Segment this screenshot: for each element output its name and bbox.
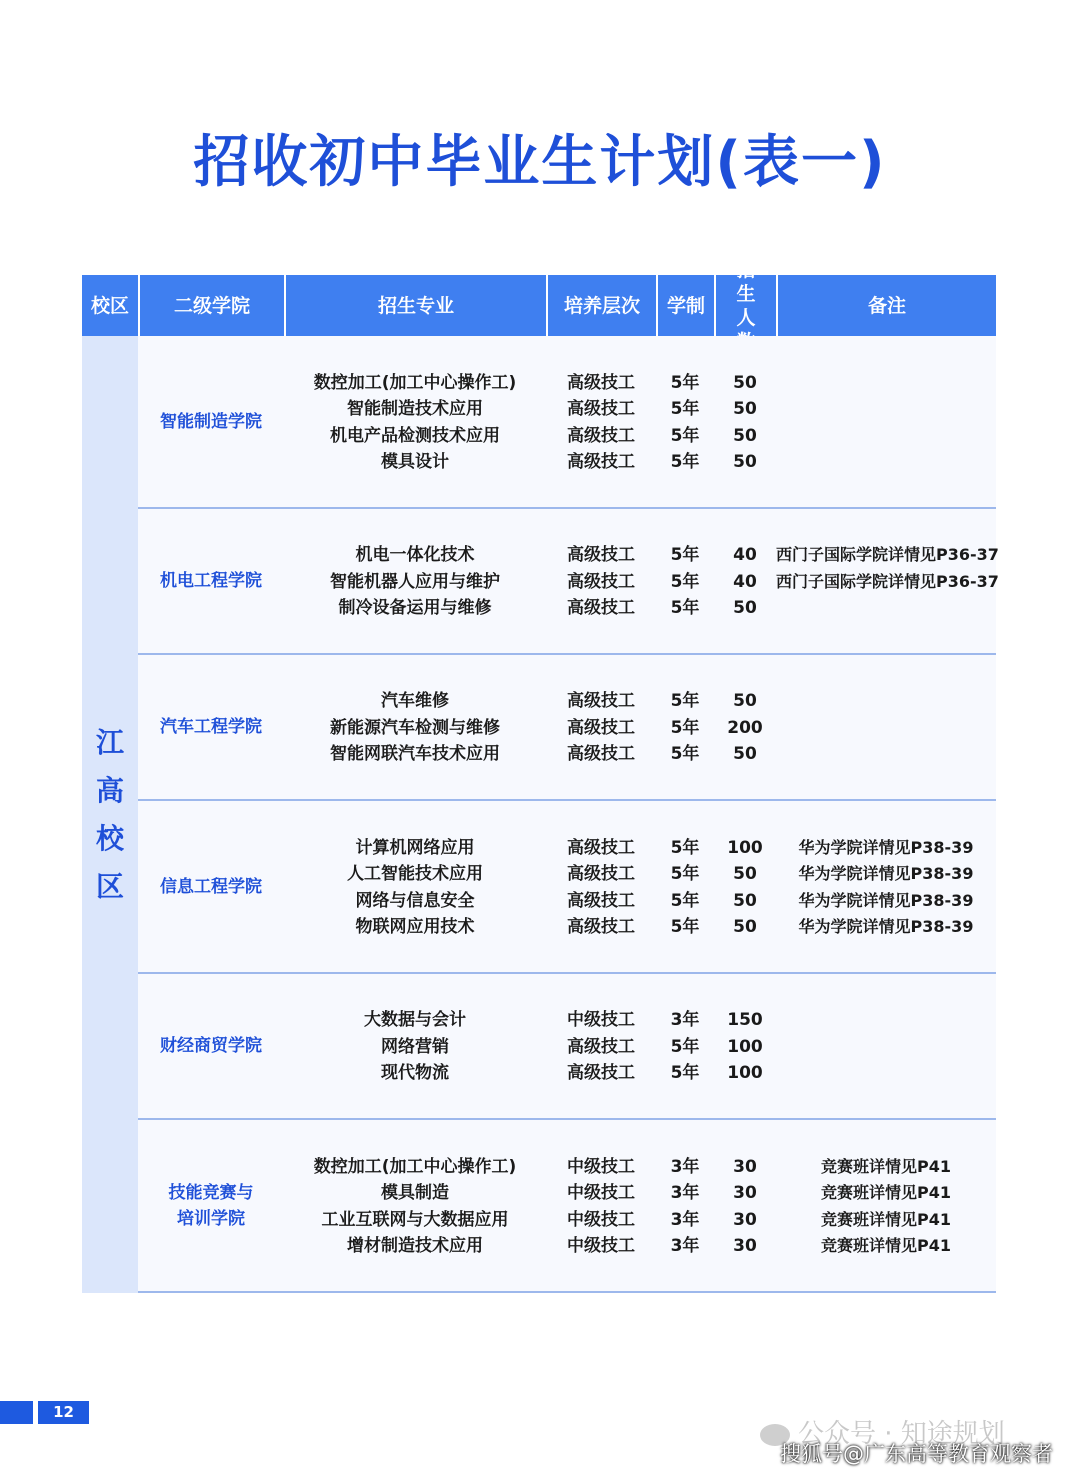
major-cell: 制冷设备运用与维修 <box>338 598 492 619</box>
years-cell: 5年 <box>670 571 700 592</box>
major-rows <box>284 370 996 476</box>
count-cell: 50 <box>733 744 757 765</box>
header-campus: 校区 <box>90 294 129 317</box>
table-row <box>284 569 999 596</box>
count-cell: 100 <box>727 1063 763 1084</box>
table-row <box>284 370 996 397</box>
years-cell: 3年 <box>670 1183 700 1203</box>
footer-accent-bar <box>0 1401 33 1424</box>
level-cell: 高级技工 <box>567 717 635 738</box>
count-cell: 30 <box>733 1209 757 1230</box>
table-row <box>284 542 999 569</box>
major-cell: 智能网联汽车技术应用 <box>330 744 500 765</box>
count-cell: 40 <box>733 571 757 592</box>
level-cell: 高级技工 <box>567 917 635 937</box>
major-cell: 机电产品检测技术应用 <box>330 425 500 446</box>
major-cell: 数控加工(加工中心操作工) <box>313 1156 517 1177</box>
note-cell: 竞赛班详情见P41 <box>821 1183 951 1202</box>
table-row <box>284 861 996 888</box>
years-cell: 5年 <box>670 1036 700 1057</box>
table-row <box>284 1207 996 1234</box>
major-rows <box>284 835 996 941</box>
college-name: 财经商贸学院 <box>160 1036 262 1056</box>
campus-cell <box>82 336 138 1293</box>
major-cell: 增材制造技术应用 <box>347 1236 483 1256</box>
level-cell: 中级技工 <box>567 1010 635 1031</box>
years-cell: 3年 <box>670 1236 700 1256</box>
note-cell: 华为学院详情见P38-39 <box>798 917 974 936</box>
campus-name: 江高校区 <box>95 725 124 903</box>
major-cell: 网络与信息安全 <box>355 890 475 911</box>
table-row <box>284 688 996 715</box>
enrollment-table <box>82 258 999 1295</box>
major-rows <box>284 542 999 622</box>
table-row <box>284 1034 996 1061</box>
header-years: 学制 <box>656 275 714 336</box>
years-cell: 5年 <box>670 691 700 712</box>
page-title: 招收初中毕业生计划(表一) <box>193 130 887 195</box>
level-cell: 中级技工 <box>567 1209 635 1230</box>
college-group <box>138 336 996 509</box>
count-cell: 50 <box>733 864 757 884</box>
years-cell: 5年 <box>670 837 700 858</box>
page-number: 12 <box>38 1401 89 1424</box>
level-cell: 高级技工 <box>567 598 635 619</box>
table-row <box>284 741 996 768</box>
header-note: 备注 <box>776 275 996 336</box>
level-cell: 中级技工 <box>567 1236 635 1256</box>
major-cell: 物联网应用技术 <box>355 917 475 937</box>
college-group <box>138 801 996 974</box>
level-cell: 高级技工 <box>567 372 635 393</box>
count-cell: 200 <box>727 717 763 738</box>
major-rows <box>284 688 996 768</box>
years-cell: 5年 <box>670 864 700 884</box>
years-cell: 3年 <box>670 1010 700 1031</box>
count-cell: 150 <box>727 1010 763 1031</box>
count-cell: 50 <box>733 452 757 472</box>
count-cell: 30 <box>733 1236 757 1256</box>
count-cell: 50 <box>733 425 757 446</box>
count-cell: 40 <box>733 545 757 566</box>
years-cell: 5年 <box>670 545 700 566</box>
college-group <box>138 655 996 801</box>
level-cell: 高级技工 <box>567 864 635 884</box>
level-cell: 高级技工 <box>567 545 635 566</box>
level-cell: 高级技工 <box>567 1063 635 1084</box>
table-row <box>284 449 996 476</box>
count-cell: 50 <box>733 917 757 937</box>
major-cell: 模具设计 <box>381 452 449 472</box>
header-count: 招生人 <box>714 275 776 336</box>
level-cell: 高级技工 <box>567 890 635 911</box>
header-level: 培养层次 <box>546 275 656 336</box>
years-cell: 5年 <box>670 372 700 393</box>
years-cell: 5年 <box>670 744 700 765</box>
major-cell: 新能源汽车检测与维修 <box>330 717 500 738</box>
header-college: 二级学院 <box>138 275 284 336</box>
table-row <box>284 1233 996 1260</box>
college-name: 汽车工程学院 <box>160 717 262 737</box>
table-row <box>284 1060 996 1087</box>
major-cell: 模具制造 <box>381 1183 449 1203</box>
major-cell: 汽车维修 <box>381 691 449 712</box>
years-cell: 5年 <box>670 917 700 937</box>
note-cell: 竞赛班详情见P41 <box>821 1236 951 1255</box>
major-rows <box>284 1154 996 1260</box>
count-cell: 50 <box>733 691 757 712</box>
watermark-top-text: 公众号 · 知途规划 <box>798 1419 1005 1449</box>
major-cell: 数控加工(加工中心操作工) <box>313 372 517 393</box>
note-cell: 华为学院详情见P38-39 <box>798 890 974 910</box>
count-cell: 100 <box>727 837 763 858</box>
count-cell: 50 <box>733 399 757 419</box>
major-cell: 智能制造技术应用 <box>347 399 483 419</box>
major-cell: 大数据与会计 <box>364 1010 466 1031</box>
years-cell: 5年 <box>670 1063 700 1084</box>
count-cell: 50 <box>733 890 757 911</box>
college-name: 技能竞赛与 培训学院 <box>168 1182 254 1229</box>
years-cell: 5年 <box>670 717 700 738</box>
count-cell: 30 <box>733 1183 757 1203</box>
level-cell: 中级技工 <box>567 1183 635 1203</box>
years-cell: 5年 <box>670 452 700 472</box>
years-cell: 5年 <box>670 890 700 911</box>
table-row <box>284 888 996 915</box>
table-row <box>284 914 996 941</box>
years-cell: 3年 <box>670 1156 700 1177</box>
note-cell: 竞赛班详情见P41 <box>821 1209 951 1229</box>
count-cell: 50 <box>733 372 757 393</box>
table-row <box>284 396 996 423</box>
major-cell: 现代物流 <box>381 1063 449 1084</box>
note-cell: 华为学院详情见P38-39 <box>798 837 974 857</box>
count-cell: 100 <box>727 1036 763 1057</box>
note-cell: 西门子国际学院详情见P36-37 <box>776 571 999 591</box>
major-cell: 工业互联网与大数据应用 <box>321 1209 509 1230</box>
table-row <box>284 1007 996 1034</box>
watermark-sohu: 搜狐号@广东高等教育观察者 <box>780 1442 1053 1466</box>
table-row <box>284 835 996 862</box>
years-cell: 5年 <box>670 598 700 619</box>
table-row <box>284 1180 996 1207</box>
level-cell: 高级技工 <box>567 425 635 446</box>
college-name: 机电工程学院 <box>160 571 262 591</box>
note-cell: 华为学院详情见P38-39 <box>798 864 974 883</box>
level-cell: 高级技工 <box>567 1036 635 1057</box>
note-cell: 竞赛班详情见P41 <box>821 1156 951 1176</box>
level-cell: 高级技工 <box>567 399 635 419</box>
count-cell: 50 <box>733 598 757 619</box>
years-cell: 5年 <box>670 399 700 419</box>
table-row <box>284 1154 996 1181</box>
major-cell: 网络营销 <box>381 1036 449 1057</box>
header-major: 招生专业 <box>284 275 546 336</box>
college-name: 智能制造学院 <box>160 411 262 432</box>
level-cell: 高级技工 <box>567 571 635 592</box>
major-cell: 机电一体化技术 <box>355 545 475 566</box>
major-cell: 智能机器人应用与维护 <box>330 571 500 592</box>
college-group <box>138 974 996 1120</box>
major-cell: 人工智能技术应用 <box>347 864 483 884</box>
college-group <box>138 1120 996 1293</box>
level-cell: 高级技工 <box>567 452 635 472</box>
note-cell: 西门子国际学院详情见P36-37 <box>776 545 999 565</box>
level-cell: 高级技工 <box>567 744 635 765</box>
table-row <box>284 423 996 450</box>
level-cell: 高级技工 <box>567 837 635 858</box>
college-group <box>138 509 999 655</box>
table-row <box>284 715 996 742</box>
level-cell: 高级技工 <box>567 691 635 712</box>
count-cell: 30 <box>733 1156 757 1177</box>
college-name: 信息工程学院 <box>160 876 262 897</box>
table-row <box>284 595 996 622</box>
level-cell: 中级技工 <box>567 1156 635 1177</box>
years-cell: 3年 <box>670 1209 700 1230</box>
major-cell: 计算机网络应用 <box>355 837 475 858</box>
table-header <box>82 258 996 336</box>
years-cell: 5年 <box>670 425 700 446</box>
major-rows <box>284 1007 996 1087</box>
